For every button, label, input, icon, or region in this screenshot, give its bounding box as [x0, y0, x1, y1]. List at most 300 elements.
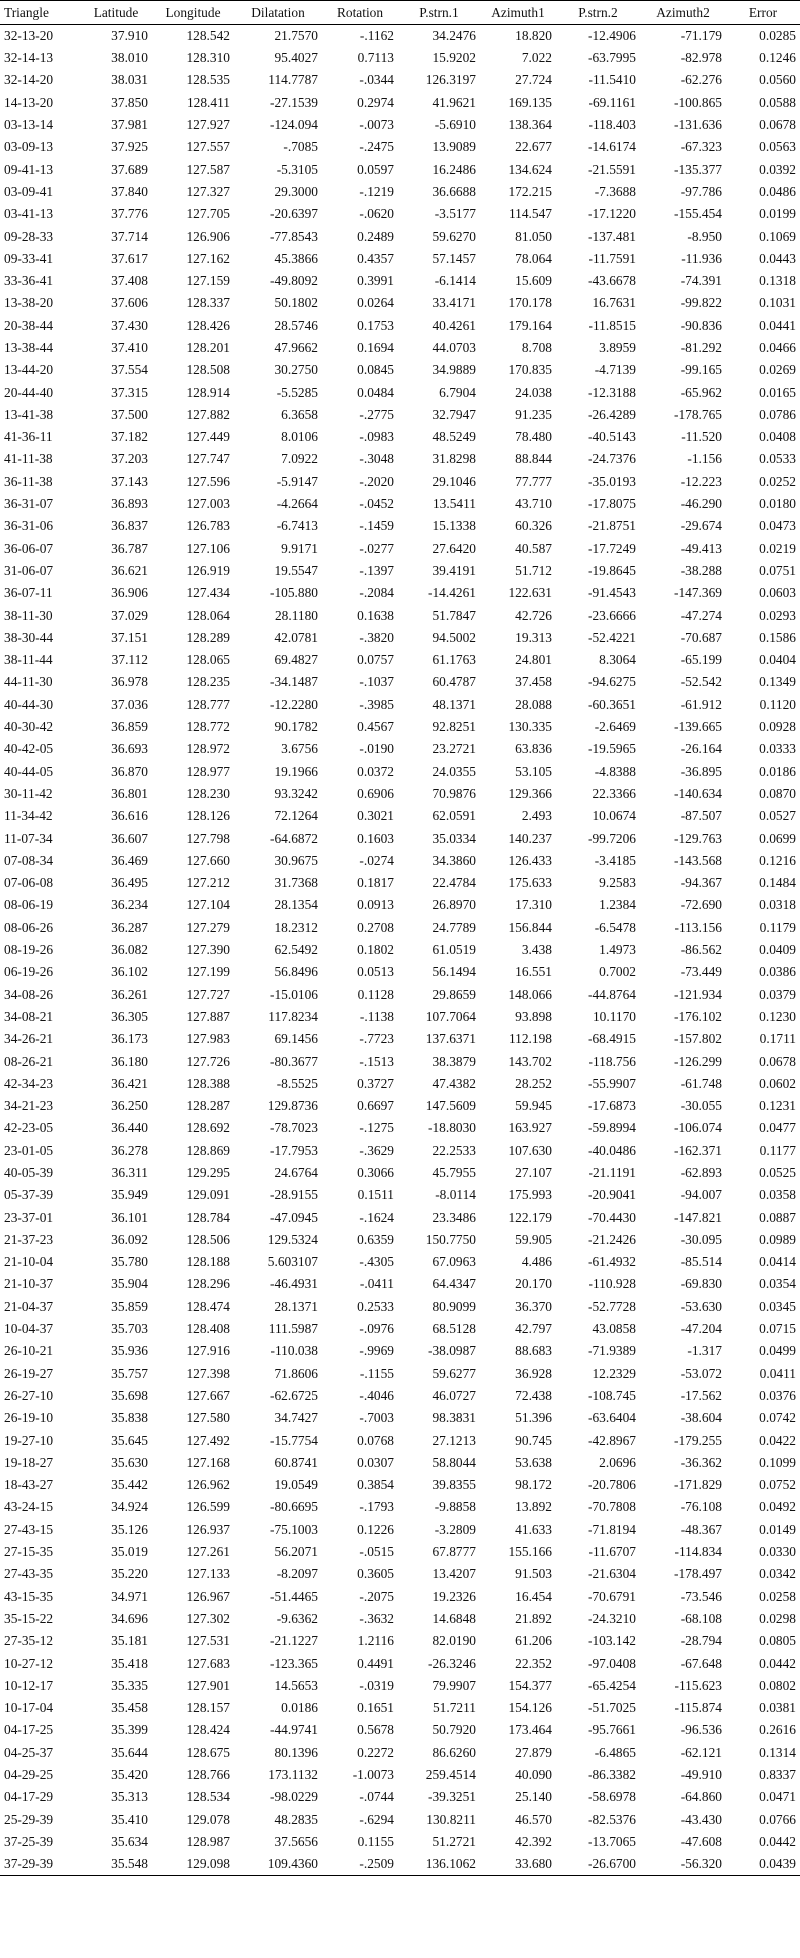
value-cell: 51.2721 — [432, 1833, 476, 1849]
value-cell: 0.1638 — [357, 607, 394, 623]
value-cell: 14.6848 — [432, 1610, 476, 1626]
value-cell: 36.787 — [111, 540, 148, 556]
value-cell: 60.4787 — [432, 674, 476, 690]
value-cell: 170.178 — [508, 295, 552, 311]
value-cell: 127.798 — [186, 830, 230, 846]
value-cell: 36.278 — [111, 1142, 148, 1158]
value-cell: 0.0381 — [759, 1700, 796, 1716]
table-row — [0, 1296, 800, 1318]
value-cell: -15.7754 — [270, 1432, 318, 1448]
value-cell: 68.5128 — [432, 1321, 476, 1337]
value-cell: 122.631 — [508, 585, 552, 601]
value-cell: -143.568 — [674, 852, 722, 868]
value-cell: -62.893 — [680, 1164, 722, 1180]
table-row — [0, 359, 800, 381]
value-cell: 127.667 — [186, 1387, 230, 1403]
value-cell: 127.390 — [186, 942, 230, 958]
value-cell: -39.3251 — [428, 1789, 476, 1805]
value-cell: -6.7413 — [276, 518, 318, 534]
value-cell: 37.143 — [111, 473, 148, 489]
value-cell: -.1275 — [359, 1120, 394, 1136]
value-cell: -67.648 — [680, 1655, 722, 1671]
triangle-cell: 43-15-35 — [4, 1588, 54, 1604]
value-cell: -49.910 — [680, 1767, 722, 1782]
value-cell: 0.0678 — [759, 1053, 796, 1069]
value-cell: -23.6666 — [588, 607, 636, 623]
value-cell: 0.1802 — [357, 942, 394, 958]
value-cell: 107.7064 — [425, 1008, 476, 1024]
value-cell: -21.6304 — [588, 1566, 636, 1582]
table-row — [0, 1608, 800, 1630]
value-cell: -30.055 — [680, 1098, 722, 1114]
value-cell: 0.1318 — [759, 273, 796, 289]
table-row — [0, 1652, 800, 1674]
value-cell: -80.3677 — [270, 1053, 318, 1069]
value-cell: 32.7947 — [432, 406, 476, 422]
value-cell: 114.7787 — [268, 72, 318, 88]
value-cell: 0.0477 — [759, 1120, 796, 1136]
value-cell: -62.121 — [680, 1744, 722, 1760]
table-row — [0, 872, 800, 894]
table-row — [0, 1340, 800, 1362]
table-row — [0, 582, 800, 604]
value-cell: 128.508 — [186, 362, 230, 378]
value-cell: -11.7591 — [588, 250, 636, 266]
value-cell: 80.1396 — [274, 1744, 318, 1760]
table-row — [0, 716, 800, 738]
value-cell: 0.1817 — [357, 875, 394, 891]
triangle-cell: 04-29-25 — [4, 1767, 54, 1782]
table-row — [0, 1808, 800, 1830]
value-cell: -46.290 — [680, 496, 722, 512]
column-header: Rotation — [322, 1, 398, 25]
value-cell: 77.777 — [515, 473, 552, 489]
value-cell: 23.2721 — [432, 741, 476, 757]
table-row — [0, 114, 800, 136]
value-cell: 175.633 — [508, 875, 552, 891]
column-header: Error — [726, 1, 800, 25]
value-cell: 0.3021 — [357, 808, 394, 824]
triangle-cell: 13-41-38 — [4, 406, 54, 422]
value-cell: -76.108 — [680, 1499, 722, 1515]
value-cell: 0.0379 — [759, 986, 796, 1002]
value-cell: -38.0987 — [428, 1343, 476, 1359]
triangle-cell: 27-43-35 — [4, 1566, 54, 1582]
value-cell: -11.8515 — [588, 317, 636, 333]
value-cell: -97.0408 — [588, 1655, 636, 1671]
value-cell: -126.299 — [674, 1053, 722, 1069]
value-cell: 0.1099 — [759, 1454, 796, 1470]
value-cell: -44.9741 — [270, 1722, 318, 1738]
value-cell: 35.181 — [111, 1633, 148, 1649]
value-cell: 36.261 — [111, 986, 148, 1002]
value-cell: 0.0354 — [759, 1276, 796, 1292]
value-cell: 33.680 — [480, 1853, 556, 1876]
value-cell: -96.536 — [680, 1722, 722, 1738]
value-cell: 63.836 — [515, 741, 552, 757]
triangle-cell: 44-11-30 — [4, 674, 53, 690]
value-cell: 22.4784 — [432, 875, 476, 891]
value-cell: 0.6697 — [357, 1098, 394, 1114]
value-cell: 0.0499 — [759, 1343, 796, 1359]
table-row — [0, 1050, 800, 1072]
value-cell: 129.5324 — [267, 1231, 318, 1247]
value-cell: 169.135 — [508, 94, 552, 110]
table-row — [0, 850, 800, 872]
value-cell: 26.8970 — [432, 897, 476, 913]
value-cell: 62.5492 — [274, 942, 318, 958]
value-cell: 35.757 — [111, 1365, 148, 1381]
value-cell: -9.8858 — [434, 1499, 476, 1515]
value-cell: -14.4261 — [428, 585, 476, 601]
table-row — [0, 1206, 800, 1228]
value-cell: 36.616 — [111, 808, 148, 824]
value-cell: 0.0563 — [759, 139, 796, 155]
value-cell: 0.0307 — [357, 1454, 394, 1470]
value-cell: 0.0492 — [759, 1499, 796, 1515]
triangle-cell: 36-06-07 — [4, 540, 54, 556]
value-cell: 35.838 — [111, 1410, 148, 1426]
value-cell: -137.481 — [588, 228, 636, 244]
value-cell: 34.924 — [111, 1499, 148, 1515]
value-cell: 79.9907 — [432, 1677, 476, 1693]
value-cell: 36.906 — [111, 585, 148, 601]
triangle-cell: 27-35-12 — [4, 1633, 54, 1649]
value-cell: -47.608 — [680, 1833, 722, 1849]
value-cell: 24.038 — [515, 384, 552, 400]
value-cell: 61.1763 — [432, 652, 476, 668]
value-cell: 29.8659 — [432, 986, 476, 1002]
value-cell: 35.904 — [111, 1276, 148, 1292]
value-cell: -63.6404 — [588, 1410, 636, 1426]
value-cell: 128.542 — [186, 28, 230, 43]
value-cell: -.2075 — [359, 1588, 394, 1604]
value-cell: -179.255 — [674, 1432, 722, 1448]
table-row — [0, 1630, 800, 1652]
value-cell: 128.408 — [186, 1321, 230, 1337]
triangle-cell: 33-36-41 — [4, 273, 54, 289]
value-cell: -46.4931 — [270, 1276, 318, 1292]
value-cell: 0.0845 — [357, 362, 394, 378]
value-cell: -.0411 — [359, 1276, 394, 1292]
value-cell: 88.844 — [515, 451, 552, 467]
triangle-cell: 07-06-08 — [4, 875, 54, 891]
table-row — [0, 1496, 800, 1518]
value-cell: -6.1414 — [434, 273, 476, 289]
table-row — [0, 761, 800, 783]
table-row — [0, 1073, 800, 1095]
value-cell: -.0073 — [359, 117, 394, 133]
value-cell: -35.0193 — [588, 473, 636, 489]
value-cell: 35.0334 — [432, 830, 476, 846]
triangle-cell: 26-27-10 — [4, 1387, 54, 1403]
value-cell: 24.7789 — [432, 919, 476, 935]
value-cell: 126.783 — [186, 518, 230, 534]
value-cell: 0.0439 — [726, 1853, 800, 1876]
table-row — [0, 248, 800, 270]
triangle-cell: 34-08-21 — [4, 1008, 54, 1024]
value-cell: 43.710 — [515, 496, 552, 512]
value-cell: 22.352 — [515, 1655, 552, 1671]
table-row — [0, 1719, 800, 1741]
value-cell: -.3820 — [359, 629, 394, 645]
triangle-cell: 20-38-44 — [4, 317, 54, 333]
value-cell: 6.7904 — [439, 384, 476, 400]
value-cell: 14.5653 — [274, 1677, 318, 1693]
value-cell: 36.440 — [111, 1120, 148, 1136]
value-cell: 0.5678 — [357, 1722, 394, 1738]
value-cell: 128.692 — [186, 1120, 230, 1136]
value-cell: 0.0392 — [759, 161, 796, 177]
table-row — [0, 939, 800, 961]
value-cell: 0.0473 — [759, 518, 796, 534]
value-cell: -.0190 — [359, 741, 394, 757]
triangle-cell: 32-14-20 — [4, 72, 54, 88]
value-cell: -.2775 — [359, 406, 394, 422]
value-cell: -17.562 — [680, 1387, 722, 1403]
value-cell: 127.983 — [186, 1031, 230, 1047]
value-cell: -90.836 — [680, 317, 722, 333]
value-cell: 37.203 — [111, 451, 148, 467]
value-cell: -3.2809 — [434, 1521, 476, 1537]
value-cell: 148.066 — [508, 986, 552, 1002]
value-cell: 40.090 — [515, 1767, 552, 1782]
value-cell: 0.0293 — [759, 607, 796, 623]
value-cell: -.7003 — [359, 1410, 394, 1426]
table-row — [0, 270, 800, 292]
value-cell: 92.8251 — [432, 719, 476, 735]
value-cell: 36.621 — [111, 562, 148, 578]
value-cell: 0.0376 — [759, 1387, 796, 1403]
value-cell: -.1162 — [359, 28, 394, 43]
triangle-cell: 08-06-19 — [4, 897, 54, 913]
value-cell: 0.0466 — [759, 340, 796, 355]
triangle-cell: 40-42-05 — [4, 741, 54, 757]
value-cell: -17.7249 — [588, 540, 636, 556]
value-cell: 36.801 — [111, 785, 148, 801]
value-cell: 42.726 — [515, 607, 552, 623]
value-cell: 36.250 — [111, 1098, 148, 1114]
value-cell: 36.173 — [111, 1031, 148, 1047]
value-cell: 41.633 — [515, 1521, 552, 1537]
value-cell: -8.950 — [687, 228, 722, 244]
table-row — [0, 471, 800, 493]
table-row — [0, 1742, 800, 1764]
value-cell: 129.098 — [152, 1853, 234, 1876]
value-cell: 10.1170 — [592, 1008, 636, 1024]
value-cell: -65.962 — [680, 384, 722, 400]
value-cell: 60.8741 — [274, 1454, 318, 1470]
value-cell: 0.1216 — [759, 852, 796, 868]
value-cell: 0.0298 — [759, 1610, 796, 1626]
value-cell: -12.4906 — [588, 28, 636, 43]
value-cell: -11.520 — [681, 429, 722, 445]
value-cell: -140.634 — [674, 785, 722, 801]
value-cell: 0.0358 — [759, 1187, 796, 1203]
value-cell: -38.604 — [680, 1410, 722, 1426]
value-cell: 0.0414 — [759, 1254, 796, 1270]
value-cell: 0.0757 — [357, 652, 394, 668]
table-row — [0, 1563, 800, 1585]
table-row — [0, 1140, 800, 1162]
value-cell: 0.3605 — [357, 1566, 394, 1582]
value-cell: 78.064 — [515, 250, 552, 266]
value-cell: -.1513 — [359, 1053, 394, 1069]
value-cell: 127.683 — [186, 1655, 230, 1671]
value-cell: -81.292 — [680, 340, 722, 355]
value-cell: 1.2116 — [357, 1633, 394, 1649]
value-cell: 0.0766 — [759, 1811, 796, 1827]
triangle-cell: 37-29-39 — [0, 1853, 80, 1876]
value-cell: 175.993 — [508, 1187, 552, 1203]
value-cell: 94.5002 — [432, 629, 476, 645]
value-cell: 126.3197 — [425, 72, 476, 88]
value-cell: -121.934 — [674, 986, 722, 1002]
value-cell: 70.9876 — [432, 785, 476, 801]
value-cell: 36.893 — [111, 496, 148, 512]
table-row — [0, 1429, 800, 1451]
value-cell: 0.2616 — [759, 1722, 796, 1738]
value-cell: 0.1246 — [759, 50, 796, 66]
triangle-cell: 41-11-38 — [4, 451, 53, 467]
value-cell: -69.1161 — [588, 94, 636, 110]
value-cell: 127.580 — [186, 1410, 230, 1426]
value-cell: 128.065 — [186, 652, 230, 668]
value-cell: 0.0870 — [759, 785, 796, 801]
value-cell: 21.892 — [515, 1610, 552, 1626]
value-cell: 147.5609 — [425, 1098, 476, 1114]
value-cell: 126.599 — [186, 1499, 230, 1515]
value-cell: 127.596 — [186, 473, 230, 489]
value-cell: 37.5656 — [274, 1833, 318, 1849]
value-cell: 130.8211 — [426, 1811, 476, 1827]
value-cell: 0.3854 — [357, 1477, 394, 1493]
value-cell: 16.454 — [515, 1588, 552, 1604]
value-cell: 10.0674 — [592, 808, 636, 824]
value-cell: 114.547 — [508, 206, 552, 222]
value-cell: 6.3658 — [281, 406, 318, 422]
value-cell: -69.830 — [680, 1276, 722, 1292]
value-cell: 9.2583 — [599, 875, 636, 891]
value-cell: -108.745 — [588, 1387, 636, 1403]
table-row — [0, 315, 800, 337]
value-cell: 61.206 — [515, 1633, 552, 1649]
value-cell: -157.802 — [674, 1031, 722, 1047]
value-cell: -.0319 — [359, 1677, 394, 1693]
value-cell: 127.261 — [186, 1544, 230, 1560]
value-cell: -47.204 — [680, 1321, 722, 1337]
table-row — [0, 1407, 800, 1429]
triangle-cell: 27-15-35 — [4, 1544, 54, 1560]
value-cell: 22.3366 — [592, 785, 636, 801]
value-cell: 36.082 — [111, 942, 148, 958]
value-cell: 0.0408 — [759, 429, 796, 445]
table-row — [0, 92, 800, 114]
column-header: Azimuth2 — [640, 1, 726, 25]
value-cell: 51.7847 — [432, 607, 476, 623]
table-row — [0, 1831, 800, 1853]
value-cell: 0.2489 — [357, 228, 394, 244]
value-cell: 36.837 — [111, 518, 148, 534]
value-cell: -87.507 — [680, 808, 722, 824]
value-cell: -36.362 — [680, 1454, 722, 1470]
value-cell: 69.4827 — [274, 652, 318, 668]
value-cell: 127.887 — [186, 1008, 230, 1024]
value-cell: 36.469 — [111, 852, 148, 868]
value-cell: -80.6695 — [270, 1499, 318, 1515]
value-cell: -.1624 — [359, 1209, 394, 1225]
value-cell: 37.776 — [111, 206, 148, 222]
triangle-cell: 30-11-42 — [4, 785, 53, 801]
value-cell: 0.0486 — [759, 183, 796, 199]
value-cell: 0.0597 — [357, 161, 394, 177]
value-cell: 127.162 — [186, 250, 230, 266]
value-cell: 53.638 — [515, 1454, 552, 1470]
value-cell: 127.106 — [186, 540, 230, 556]
value-cell: 36.495 — [111, 875, 148, 891]
value-cell: 0.0199 — [759, 206, 796, 222]
value-cell: -70.6791 — [588, 1588, 636, 1604]
value-cell: 48.1371 — [432, 696, 476, 712]
value-cell: 0.0409 — [759, 942, 796, 958]
triangle-cell: 21-04-37 — [4, 1298, 54, 1314]
header-row — [0, 1, 800, 25]
value-cell: 128.766 — [186, 1767, 230, 1782]
value-cell: -73.546 — [680, 1588, 722, 1604]
value-cell: -71.9389 — [588, 1343, 636, 1359]
value-cell: -78.7023 — [270, 1120, 318, 1136]
value-cell: -13.7065 — [588, 1833, 636, 1849]
value-cell: 0.0989 — [759, 1231, 796, 1247]
value-cell: 0.1484 — [759, 875, 796, 891]
value-cell: 128.310 — [186, 50, 230, 66]
value-cell: 0.0264 — [357, 295, 394, 311]
value-cell: -3.4185 — [594, 852, 636, 868]
value-cell: -61.912 — [680, 696, 722, 712]
value-cell: -21.1227 — [270, 1633, 318, 1649]
value-cell: 127.587 — [186, 161, 230, 177]
table-row — [0, 917, 800, 939]
value-cell: 5.603107 — [267, 1254, 318, 1270]
value-cell: -71.8194 — [588, 1521, 636, 1537]
value-cell: 35.019 — [111, 1544, 148, 1560]
value-cell: -110.038 — [270, 1343, 318, 1359]
triangle-cell: 43-24-15 — [4, 1499, 54, 1515]
value-cell: 27.6420 — [432, 540, 476, 556]
value-cell: -103.142 — [588, 1633, 636, 1649]
value-cell: -.4305 — [359, 1254, 394, 1270]
value-cell: 37.151 — [111, 629, 148, 645]
value-cell: -94.6275 — [588, 674, 636, 690]
value-cell: -34.1487 — [270, 674, 318, 690]
value-cell: -1.156 — [687, 451, 722, 467]
table-row — [0, 1675, 800, 1697]
table-row — [0, 894, 800, 916]
value-cell: 59.6277 — [432, 1365, 476, 1381]
value-cell: -12.223 — [680, 473, 722, 489]
value-cell: 127.882 — [186, 406, 230, 422]
value-cell: 28.252 — [515, 1075, 552, 1091]
value-cell: 0.2708 — [357, 919, 394, 935]
value-cell: 59.905 — [515, 1231, 552, 1247]
value-cell: -8.0114 — [435, 1187, 476, 1203]
triangle-cell: 10-27-12 — [4, 1655, 54, 1671]
value-cell: 19.2326 — [432, 1588, 476, 1604]
value-cell: 0.1155 — [357, 1833, 394, 1849]
value-cell: 50.1802 — [274, 295, 318, 311]
value-cell: 127.212 — [186, 875, 230, 891]
value-cell: 34.2476 — [432, 28, 476, 43]
